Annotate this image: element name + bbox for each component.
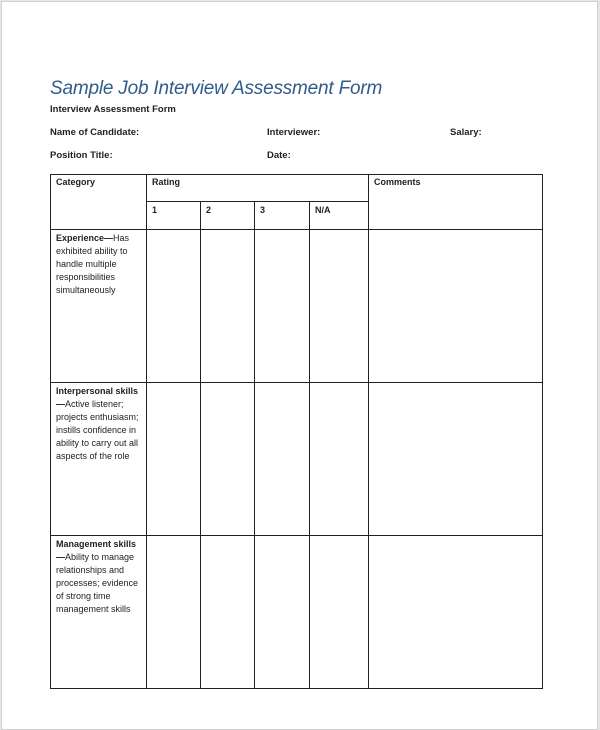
category-name: Management skills— [56,539,137,562]
table-row [51,230,543,383]
rating-cell-2[interactable] [201,230,255,383]
rating-header: Rating [147,175,369,202]
rating-cell-3[interactable] [255,383,310,536]
interviewer-label: Interviewer: [267,127,321,138]
salary-label: Salary: [450,127,482,138]
rating-cell-3[interactable] [255,536,310,689]
rating-cell-1[interactable] [147,383,201,536]
assessment-table [50,174,543,689]
rating-cell-3[interactable] [255,230,310,383]
category-name: Interpersonal skills— [56,386,139,409]
rating-col-na: N/A [310,202,369,230]
date-label: Date: [267,150,291,161]
document-subtitle: Interview Assessment Form [50,104,176,115]
category-cell [51,230,147,383]
rating-col-3: 3 [255,202,310,230]
comments-cell[interactable] [369,230,543,383]
category-name: Experience— [56,233,114,243]
document-title: Sample Job Interview Assessment Form [50,78,383,99]
rating-cell-na[interactable] [310,230,369,383]
category-description: Has exhibited ability to handle multiple responsibilities simultaneously [56,233,130,295]
table-row [51,536,543,689]
rating-cell-na[interactable] [310,536,369,689]
rating-cell-2[interactable] [201,536,255,689]
document-page [1,1,598,730]
rating-cell-na[interactable] [310,383,369,536]
rating-cell-2[interactable] [201,383,255,536]
comments-cell[interactable] [369,536,543,689]
candidate-name-label: Name of Candidate: [50,127,140,138]
table-header-row [51,175,543,202]
category-cell [51,536,147,689]
rating-col-1: 1 [147,202,201,230]
comments-header: Comments [369,175,543,230]
category-description: Ability to manage relationships and processes; evidence of strong time management skills [56,552,139,614]
category-header: Category [51,175,147,230]
category-description: Active listener; projects enthusiasm; instills confidence in ability to carry out all aspects of the role [56,399,139,461]
rating-col-2: 2 [201,202,255,230]
rating-cell-1[interactable] [147,536,201,689]
table-row [51,383,543,536]
category-cell [51,383,147,536]
comments-cell[interactable] [369,383,543,536]
position-title-label: Position Title: [50,150,113,161]
rating-cell-1[interactable] [147,230,201,383]
